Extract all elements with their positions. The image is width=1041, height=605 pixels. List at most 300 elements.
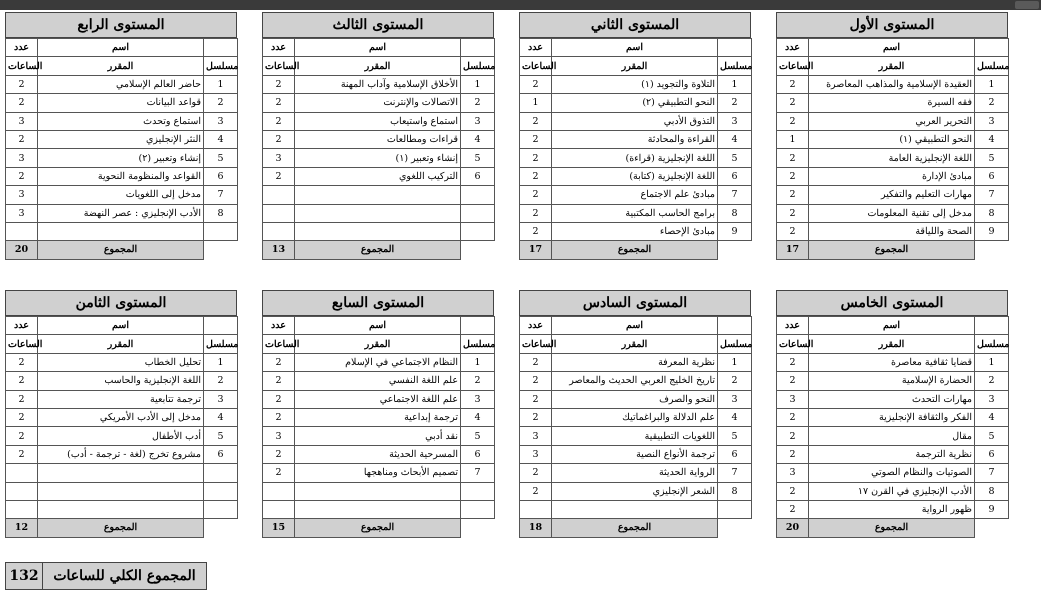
course-serial: 5 bbox=[718, 427, 752, 445]
course-hours: 2 bbox=[777, 222, 809, 240]
course-name-header: اسم bbox=[38, 317, 204, 335]
total-gap bbox=[204, 519, 238, 537]
courses-table bbox=[776, 38, 1009, 260]
course-hours: 2 bbox=[263, 75, 295, 93]
courses-table bbox=[5, 316, 238, 538]
total-row bbox=[263, 241, 495, 259]
level-block bbox=[262, 290, 494, 538]
table-row bbox=[777, 372, 1009, 390]
hours-header-2: الساعات bbox=[777, 335, 809, 353]
course-name bbox=[38, 482, 204, 500]
course-hours: 2 bbox=[6, 408, 38, 426]
course-serial: 1 bbox=[975, 353, 1009, 371]
course-name bbox=[38, 222, 204, 240]
course-hours: 2 bbox=[6, 445, 38, 463]
course-name: قضايا ثقافية معاصرة bbox=[809, 353, 975, 371]
hours-header-2: الساعات bbox=[520, 335, 552, 353]
course-serial: 3 bbox=[975, 112, 1009, 130]
courses-table bbox=[262, 316, 495, 538]
course-serial: 5 bbox=[461, 427, 495, 445]
level-title: المستوى السادس bbox=[519, 290, 751, 316]
course-name: النثر الإنجليزي bbox=[38, 130, 204, 148]
table-row bbox=[6, 482, 238, 500]
course-hours: 2 bbox=[6, 427, 38, 445]
course-hours: 3 bbox=[263, 149, 295, 167]
hours-header: عدد bbox=[6, 317, 38, 335]
course-hours: 2 bbox=[520, 372, 552, 390]
course-name bbox=[295, 204, 461, 222]
course-name: التحرير العربي bbox=[809, 112, 975, 130]
total-hours: 20 bbox=[6, 241, 38, 259]
hours-header: عدد bbox=[6, 39, 38, 57]
course-name: أدب الأطفال bbox=[38, 427, 204, 445]
table-row bbox=[6, 427, 238, 445]
table-row bbox=[263, 372, 495, 390]
course-name: إنشاء وتعبير (٢) bbox=[38, 149, 204, 167]
course-hours: 1 bbox=[777, 130, 809, 148]
course-hours: 2 bbox=[777, 408, 809, 426]
course-serial: 2 bbox=[975, 94, 1009, 112]
serial-header-blank bbox=[975, 39, 1009, 57]
course-name-header-2: المقرر bbox=[809, 57, 975, 75]
course-name: ترجمة تتابعية bbox=[38, 390, 204, 408]
course-hours: 2 bbox=[6, 167, 38, 185]
grand-total-label: المجموع الكلي للساعات bbox=[53, 568, 196, 584]
course-name: التركيب اللغوي bbox=[295, 167, 461, 185]
course-hours: 2 bbox=[777, 94, 809, 112]
course-hours: 2 bbox=[520, 75, 552, 93]
course-serial: 4 bbox=[975, 408, 1009, 426]
scrollbar-thumb[interactable] bbox=[1015, 1, 1039, 9]
serial-header: مسلسل bbox=[461, 57, 495, 75]
serial-header: مسلسل bbox=[204, 57, 238, 75]
course-hours: 3 bbox=[6, 204, 38, 222]
course-serial: 2 bbox=[718, 372, 752, 390]
course-hours: 2 bbox=[6, 353, 38, 371]
course-name: حاضر العالم الإسلامي bbox=[38, 75, 204, 93]
course-name: القواعد والمنظومة النحوية bbox=[38, 167, 204, 185]
course-name bbox=[295, 482, 461, 500]
course-hours bbox=[263, 186, 295, 204]
table-row bbox=[263, 482, 495, 500]
course-serial bbox=[204, 464, 238, 482]
course-name: ظهور الرواية bbox=[809, 500, 975, 518]
course-serial: 7 bbox=[461, 464, 495, 482]
table-row bbox=[777, 408, 1009, 426]
course-name: علم اللغة النفسي bbox=[295, 372, 461, 390]
course-name-header-2: المقرر bbox=[809, 335, 975, 353]
course-serial: 7 bbox=[204, 186, 238, 204]
course-hours: 2 bbox=[6, 130, 38, 148]
course-serial: 3 bbox=[718, 390, 752, 408]
level-block bbox=[519, 290, 751, 538]
course-name: برامج الحاسب المكتبية bbox=[552, 204, 718, 222]
course-name: مبادئ الإدارة bbox=[809, 167, 975, 185]
course-serial: 9 bbox=[975, 500, 1009, 518]
course-hours: 2 bbox=[6, 390, 38, 408]
course-serial: 6 bbox=[975, 445, 1009, 463]
table-row bbox=[520, 112, 752, 130]
hours-header-2: الساعات bbox=[520, 57, 552, 75]
serial-header-blank bbox=[461, 317, 495, 335]
table-row bbox=[777, 167, 1009, 185]
serial-header: مسلسل bbox=[718, 335, 752, 353]
table-row bbox=[520, 75, 752, 93]
hours-header-2: الساعات bbox=[6, 335, 38, 353]
course-name: تصميم الأبحاث ومناهجها bbox=[295, 464, 461, 482]
course-hours bbox=[6, 482, 38, 500]
course-name: استماع واستيعاب bbox=[295, 112, 461, 130]
course-name: مدخل إلى الأدب الأمريكي bbox=[38, 408, 204, 426]
course-serial: 3 bbox=[718, 112, 752, 130]
hours-header: عدد bbox=[263, 317, 295, 335]
course-hours: 3 bbox=[263, 427, 295, 445]
table-row bbox=[6, 186, 238, 204]
table-row bbox=[520, 130, 752, 148]
total-label: المجموع bbox=[809, 519, 975, 537]
course-name: الصوتيات والنظام الصوتي bbox=[809, 464, 975, 482]
course-serial: 1 bbox=[461, 75, 495, 93]
course-serial: 5 bbox=[718, 149, 752, 167]
course-serial bbox=[204, 482, 238, 500]
course-name: الأدب الإنجليزي في القرن ١٧ bbox=[809, 482, 975, 500]
total-hours: 18 bbox=[520, 519, 552, 537]
table-row bbox=[777, 427, 1009, 445]
total-hours: 20 bbox=[777, 519, 809, 537]
level-block bbox=[776, 290, 1008, 538]
course-name-header-2: المقرر bbox=[295, 57, 461, 75]
total-row bbox=[6, 241, 238, 259]
course-name bbox=[552, 500, 718, 518]
table-row bbox=[520, 204, 752, 222]
course-name: مبادئ الإحصاء bbox=[552, 222, 718, 240]
total-gap bbox=[718, 519, 752, 537]
course-hours: 2 bbox=[520, 390, 552, 408]
serial-header-blank bbox=[718, 39, 752, 57]
course-name: مدخل إلى تقنية المعلومات bbox=[809, 204, 975, 222]
course-serial bbox=[718, 500, 752, 518]
course-hours: 2 bbox=[520, 464, 552, 482]
course-hours: 3 bbox=[6, 112, 38, 130]
course-hours bbox=[6, 464, 38, 482]
table-row bbox=[6, 500, 238, 518]
table-row bbox=[263, 75, 495, 93]
total-label: المجموع bbox=[809, 241, 975, 259]
course-serial: 5 bbox=[975, 149, 1009, 167]
level-block bbox=[5, 290, 237, 538]
course-name-header: اسم bbox=[809, 39, 975, 57]
course-serial: 4 bbox=[975, 130, 1009, 148]
serial-header: مسلسل bbox=[204, 335, 238, 353]
course-name-header-2: المقرر bbox=[552, 57, 718, 75]
course-serial: 2 bbox=[461, 94, 495, 112]
table-row bbox=[263, 186, 495, 204]
table-row bbox=[6, 445, 238, 463]
course-hours: 2 bbox=[777, 186, 809, 204]
course-hours: 2 bbox=[520, 186, 552, 204]
hours-header: عدد bbox=[777, 317, 809, 335]
course-hours: 2 bbox=[263, 167, 295, 185]
course-name: نظرية الترجمة bbox=[809, 445, 975, 463]
total-gap bbox=[461, 241, 495, 259]
hours-header-2: الساعات bbox=[777, 57, 809, 75]
table-row bbox=[520, 186, 752, 204]
course-name: مهارات التحدث bbox=[809, 390, 975, 408]
course-serial: 4 bbox=[204, 130, 238, 148]
course-hours: 2 bbox=[520, 482, 552, 500]
table-row bbox=[520, 94, 752, 112]
course-hours: 2 bbox=[777, 75, 809, 93]
table-row bbox=[520, 500, 752, 518]
course-serial: 8 bbox=[204, 204, 238, 222]
total-hours: 13 bbox=[263, 241, 295, 259]
course-serial: 1 bbox=[718, 75, 752, 93]
table-row bbox=[777, 500, 1009, 518]
course-name-header: اسم bbox=[552, 317, 718, 335]
course-name: القراءة والمحادثة bbox=[552, 130, 718, 148]
course-hours: 2 bbox=[263, 408, 295, 426]
table-row bbox=[520, 353, 752, 371]
level-title: المستوى الأول bbox=[776, 12, 1008, 38]
table-row bbox=[6, 353, 238, 371]
course-serial: 4 bbox=[718, 408, 752, 426]
course-name-header-2: المقرر bbox=[552, 335, 718, 353]
course-hours: 2 bbox=[520, 353, 552, 371]
course-hours: 2 bbox=[520, 167, 552, 185]
course-serial: 8 bbox=[975, 204, 1009, 222]
course-hours: 2 bbox=[6, 372, 38, 390]
course-serial: 3 bbox=[461, 112, 495, 130]
hours-header: عدد bbox=[263, 39, 295, 57]
course-hours: 2 bbox=[777, 112, 809, 130]
course-serial: 6 bbox=[204, 167, 238, 185]
course-hours bbox=[263, 500, 295, 518]
course-hours bbox=[520, 500, 552, 518]
table-row bbox=[777, 112, 1009, 130]
serial-header: مسلسل bbox=[975, 335, 1009, 353]
table-row bbox=[777, 75, 1009, 93]
course-hours: 3 bbox=[777, 464, 809, 482]
course-serial: 2 bbox=[461, 372, 495, 390]
course-hours: 2 bbox=[263, 390, 295, 408]
table-row bbox=[777, 94, 1009, 112]
course-hours: 2 bbox=[777, 500, 809, 518]
total-label: المجموع bbox=[38, 241, 204, 259]
table-row bbox=[777, 390, 1009, 408]
course-name-header: اسم bbox=[38, 39, 204, 57]
course-serial: 7 bbox=[975, 186, 1009, 204]
table-row bbox=[777, 222, 1009, 240]
course-hours: 2 bbox=[520, 222, 552, 240]
course-name: الاتصالات والإنترنت bbox=[295, 94, 461, 112]
course-serial: 4 bbox=[718, 130, 752, 148]
table-row bbox=[6, 372, 238, 390]
total-hours: 15 bbox=[263, 519, 295, 537]
course-serial: 2 bbox=[204, 372, 238, 390]
course-name: اللغويات التطبيقية bbox=[552, 427, 718, 445]
course-hours: 2 bbox=[520, 130, 552, 148]
course-hours bbox=[6, 500, 38, 518]
course-serial: 6 bbox=[461, 445, 495, 463]
table-row bbox=[263, 112, 495, 130]
course-serial: 4 bbox=[461, 408, 495, 426]
table-row bbox=[520, 390, 752, 408]
course-serial: 4 bbox=[204, 408, 238, 426]
table-row bbox=[263, 427, 495, 445]
course-hours: 2 bbox=[520, 149, 552, 167]
course-serial: 3 bbox=[461, 390, 495, 408]
course-name bbox=[295, 500, 461, 518]
course-hours: 2 bbox=[777, 204, 809, 222]
course-name-header: اسم bbox=[295, 39, 461, 57]
serial-header-blank bbox=[204, 317, 238, 335]
serial-header-blank bbox=[718, 317, 752, 335]
level-block bbox=[519, 12, 751, 260]
course-name bbox=[38, 464, 204, 482]
course-name-header-2: المقرر bbox=[38, 335, 204, 353]
course-name-header: اسم bbox=[295, 317, 461, 335]
table-row bbox=[6, 390, 238, 408]
course-hours: 2 bbox=[263, 353, 295, 371]
table-row bbox=[777, 204, 1009, 222]
table-row bbox=[263, 353, 495, 371]
hours-header-2: الساعات bbox=[263, 335, 295, 353]
course-name: النحو والصرف bbox=[552, 390, 718, 408]
course-name: مبادئ علم الاجتماع bbox=[552, 186, 718, 204]
course-serial: 3 bbox=[204, 390, 238, 408]
course-serial: 3 bbox=[204, 112, 238, 130]
course-hours: 2 bbox=[777, 445, 809, 463]
course-name: نظرية المعرفة bbox=[552, 353, 718, 371]
course-serial: 2 bbox=[204, 94, 238, 112]
course-name: الشعر الإنجليزي bbox=[552, 482, 718, 500]
table-row bbox=[6, 408, 238, 426]
table-row bbox=[777, 464, 1009, 482]
course-name: الحضارة الإسلامية bbox=[809, 372, 975, 390]
course-name: النظام الاجتماعي في الإسلام bbox=[295, 353, 461, 371]
course-name: المسرحية الحديثة bbox=[295, 445, 461, 463]
table-row bbox=[6, 130, 238, 148]
course-name: التذوق الأدبي bbox=[552, 112, 718, 130]
table-row bbox=[6, 75, 238, 93]
course-serial: 1 bbox=[718, 353, 752, 371]
course-hours: 2 bbox=[777, 353, 809, 371]
level-title: المستوى الثالث bbox=[262, 12, 494, 38]
course-name: علم اللغة الاجتماعي bbox=[295, 390, 461, 408]
course-name bbox=[295, 222, 461, 240]
course-serial: 6 bbox=[204, 445, 238, 463]
serial-header-blank bbox=[975, 317, 1009, 335]
course-hours: 2 bbox=[263, 445, 295, 463]
table-row bbox=[777, 186, 1009, 204]
table-row bbox=[263, 445, 495, 463]
table-row bbox=[263, 167, 495, 185]
level-title: المستوى الرابع bbox=[5, 12, 237, 38]
total-gap bbox=[204, 241, 238, 259]
course-hours: 2 bbox=[6, 75, 38, 93]
table-row bbox=[520, 149, 752, 167]
course-name: مشروع تخرج (لغة - ترجمة - أدب) bbox=[38, 445, 204, 463]
table-row bbox=[6, 464, 238, 482]
total-gap bbox=[975, 519, 1009, 537]
level-title: المستوى السابع bbox=[262, 290, 494, 316]
course-name: نقد أدبي bbox=[295, 427, 461, 445]
course-serial: 9 bbox=[718, 222, 752, 240]
course-name: فقه السيرة bbox=[809, 94, 975, 112]
course-hours: 3 bbox=[520, 445, 552, 463]
course-hours: 2 bbox=[777, 167, 809, 185]
table-row bbox=[777, 149, 1009, 167]
total-row bbox=[263, 519, 495, 537]
course-hours: 2 bbox=[520, 204, 552, 222]
course-name: إنشاء وتعبير (١) bbox=[295, 149, 461, 167]
table-row bbox=[6, 204, 238, 222]
course-serial: 1 bbox=[975, 75, 1009, 93]
course-serial bbox=[461, 204, 495, 222]
course-hours: 2 bbox=[263, 464, 295, 482]
course-hours: 2 bbox=[6, 94, 38, 112]
course-name: استماع وتحدث bbox=[38, 112, 204, 130]
course-serial: 4 bbox=[461, 130, 495, 148]
table-row bbox=[520, 222, 752, 240]
serial-header-blank bbox=[204, 39, 238, 57]
table-row bbox=[520, 482, 752, 500]
total-row bbox=[777, 241, 1009, 259]
course-serial: 8 bbox=[718, 204, 752, 222]
course-name-header-2: المقرر bbox=[295, 335, 461, 353]
hours-header: عدد bbox=[520, 39, 552, 57]
total-row bbox=[6, 519, 238, 537]
course-hours: 3 bbox=[6, 186, 38, 204]
table-row bbox=[777, 353, 1009, 371]
table-row bbox=[520, 464, 752, 482]
course-hours: 3 bbox=[777, 390, 809, 408]
course-hours: 1 bbox=[520, 94, 552, 112]
table-row bbox=[6, 222, 238, 240]
table-row bbox=[777, 130, 1009, 148]
serial-header-blank bbox=[461, 39, 495, 57]
table-row bbox=[777, 445, 1009, 463]
table-row bbox=[6, 167, 238, 185]
total-row bbox=[777, 519, 1009, 537]
course-name: اللغة الإنجليزية (قراءة) bbox=[552, 149, 718, 167]
table-row bbox=[263, 204, 495, 222]
course-serial bbox=[204, 500, 238, 518]
course-name-header: اسم bbox=[809, 317, 975, 335]
course-name: قراءات ومطالعات bbox=[295, 130, 461, 148]
course-name: علم الدلالة والبراغماتيك bbox=[552, 408, 718, 426]
level-block bbox=[776, 12, 1008, 260]
course-name: اللغة الإنجليزية (كتابة) bbox=[552, 167, 718, 185]
total-label: المجموع bbox=[295, 519, 461, 537]
hours-header: عدد bbox=[777, 39, 809, 57]
courses-table bbox=[262, 38, 495, 260]
course-hours bbox=[6, 222, 38, 240]
course-serial bbox=[461, 500, 495, 518]
course-name: تحليل الخطاب bbox=[38, 353, 204, 371]
course-serial: 1 bbox=[204, 353, 238, 371]
total-label: المجموع bbox=[295, 241, 461, 259]
table-row bbox=[263, 149, 495, 167]
course-hours: 2 bbox=[263, 130, 295, 148]
course-hours: 2 bbox=[520, 408, 552, 426]
course-hours: 3 bbox=[520, 427, 552, 445]
course-name: مهارات التعليم والتفكير bbox=[809, 186, 975, 204]
course-serial: 5 bbox=[975, 427, 1009, 445]
course-name: الصحة واللياقة bbox=[809, 222, 975, 240]
course-hours bbox=[263, 222, 295, 240]
serial-header: مسلسل bbox=[461, 335, 495, 353]
